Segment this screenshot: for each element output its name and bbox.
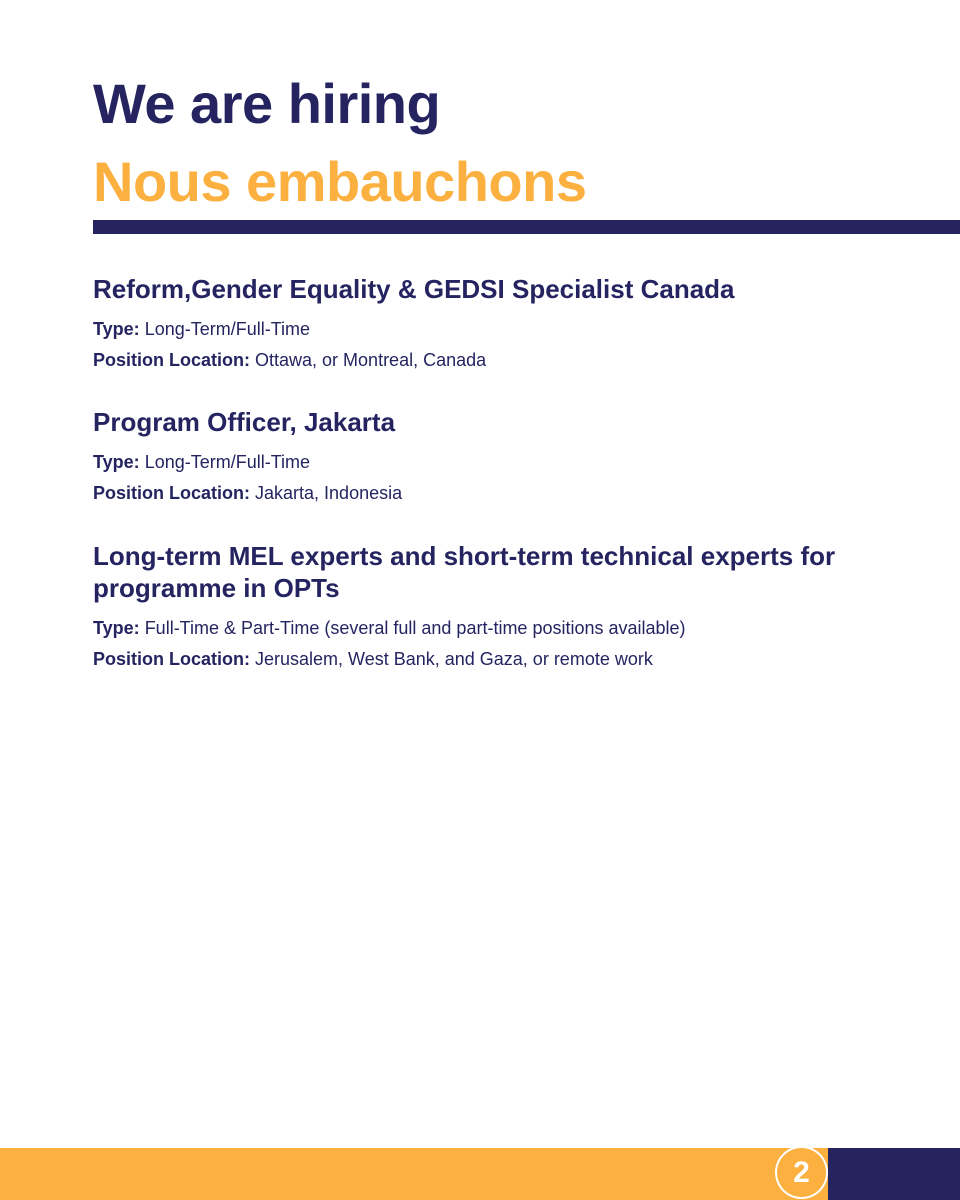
job-location xyxy=(93,644,933,675)
page-title-french: Nous embauchons xyxy=(93,150,587,213)
job-type-value: Full-Time & Part-Time (several full and part-time positions available) xyxy=(144,618,686,638)
footer-bar-navy xyxy=(828,1148,960,1200)
footer-bar-orange xyxy=(0,1148,828,1200)
job-type xyxy=(93,314,933,345)
job-type-value: Long-Term/Full-Time xyxy=(144,319,311,339)
job-type-label: Type: xyxy=(93,618,140,638)
job-type xyxy=(93,447,933,478)
job-title: Reform,Gender Equality & GEDSI Specialist Canada xyxy=(93,274,735,304)
job-title: Program Officer, Jakarta xyxy=(93,407,396,437)
job-location xyxy=(93,345,933,376)
job-listing-mel-experts xyxy=(93,540,933,675)
job-type xyxy=(93,613,933,644)
job-type-value: Long-Term/Full-Time xyxy=(144,452,311,472)
page-number-badge: 2 xyxy=(777,1148,826,1197)
page-title-english: We are hiring xyxy=(93,72,441,135)
job-location-label: Position Location: xyxy=(93,483,250,503)
job-listing-program-officer xyxy=(93,406,933,509)
job-location-value: Ottawa, or Montreal, Canada xyxy=(255,350,487,370)
job-location xyxy=(93,478,933,509)
title-divider xyxy=(93,220,960,234)
job-listing-gedsi-specialist xyxy=(93,273,933,376)
job-title: Long-term MEL experts and short-term technical experts for programme in OPTs xyxy=(93,541,836,603)
job-type-label: Type: xyxy=(93,319,140,339)
job-location-value: Jakarta, Indonesia xyxy=(255,483,403,503)
job-location-value: Jerusalem, West Bank, and Gaza, or remote work xyxy=(255,649,653,669)
job-location-label: Position Location: xyxy=(93,350,250,370)
job-location-label: Position Location: xyxy=(93,649,250,669)
job-type-label: Type: xyxy=(93,452,140,472)
